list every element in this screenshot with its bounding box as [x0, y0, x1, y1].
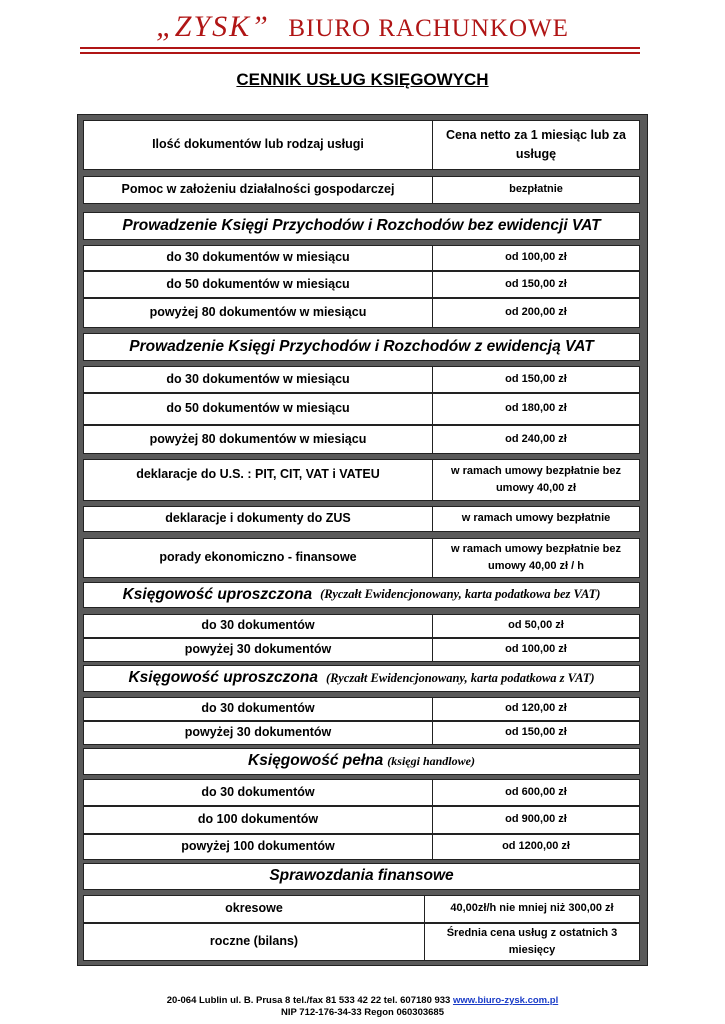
table-header-row [83, 120, 640, 170]
row-service: deklaracje do U.S. : PIT, CIT, VAT i VATEU [136, 467, 380, 481]
row-service: powyżej 30 dokumentów [184, 642, 332, 657]
table-row [83, 393, 640, 425]
row-price: od 180,00 zł [432, 394, 639, 424]
section-note: (księgi handlowe) [387, 754, 475, 769]
row-price: od 240,00 zł [432, 426, 639, 453]
brand-quote: „ZYSK” [156, 10, 270, 43]
row-price: w ramach umowy bezpłatnie bez umowy 40,00 zł [432, 460, 639, 500]
footer-address: 20-064 Lublin ul. B. Prusa 8 tel./fax 81 533 42 22 tel. 607180 933 [166, 995, 453, 1006]
row-service: do 100 dokumentów [197, 812, 319, 827]
table-row [83, 895, 640, 923]
row-price: od 100,00 zł [432, 246, 639, 270]
table-row [83, 721, 640, 745]
row-service: do 30 dokumentów [201, 784, 315, 799]
row-service: deklaracje i dokumenty do ZUS [165, 511, 351, 526]
row-service: do 30 dokumentów [201, 618, 315, 633]
section-header [83, 582, 640, 608]
row-price: od 150,00 zł [432, 272, 639, 297]
section-title: Księgowość pełna [248, 752, 384, 770]
row-price: od 1200,00 zł [432, 835, 639, 859]
header-service: Ilość dokumentów lub rodzaj usługi [152, 137, 364, 152]
row-price: od 120,00 zł [432, 698, 639, 720]
section-header [83, 333, 640, 361]
section-note: (Ryczałt Ewidencjonowany, karta podatkowa bez VAT) [320, 587, 601, 602]
row-service: do 50 dokumentów w miesiącu [166, 276, 350, 291]
letterhead-brand [0, 10, 725, 44]
table-row [83, 614, 640, 638]
section-title-group [84, 666, 639, 691]
footer-address-line [0, 995, 725, 1007]
table-row [83, 697, 640, 721]
row-price: 40,00zł/h nie mniej niż 300,00 zł [424, 896, 639, 922]
letterhead-divider-top [80, 47, 640, 49]
table-row [83, 538, 640, 578]
table-row [83, 638, 640, 662]
website-link[interactable]: www.biuro-zysk.com.pl [452, 995, 559, 1006]
row-service: powyżej 30 dokumentów [184, 725, 332, 740]
row-service: roczne (bilans) [209, 934, 299, 949]
table-row [83, 506, 640, 532]
row-price: od 50,00 zł [432, 615, 639, 637]
header-price: Cena netto za 1 miesiąc lub za usługę [432, 121, 639, 169]
section-note: (Ryczałt Ewidencjonowany, karta podatkowa z VAT) [325, 670, 595, 685]
row-price: od 150,00 zł [432, 367, 639, 392]
row-service: powyżej 80 dokumentów w miesiącu [149, 431, 367, 446]
letterhead-divider-bottom [80, 52, 640, 54]
row-price: w ramach umowy bezpłatnie bez umowy 40,00 zł / h [432, 539, 639, 577]
section-header [83, 748, 640, 775]
section-header [83, 212, 640, 240]
section-title: Prowadzenie Księgi Przychodów i Rozchodów z ewidencją VAT [129, 337, 594, 355]
row-price: od 200,00 zł [432, 299, 639, 327]
section-title-group [84, 749, 639, 774]
row-price: Średnia cena usług z ostatnich 3 miesięcy [424, 924, 639, 960]
row-service: okresowe [225, 901, 283, 916]
row-service: do 50 dokumentów w miesiącu [166, 401, 350, 416]
row-service: powyżej 100 dokumentów [181, 839, 335, 854]
table-row [83, 806, 640, 834]
table-row [83, 366, 640, 393]
section-title: Sprawozdania finansowe [269, 867, 454, 885]
table-row [83, 834, 640, 860]
row-price: od 600,00 zł [432, 780, 639, 805]
table-row [83, 425, 640, 454]
table-row [83, 271, 640, 298]
row-price: od 100,00 zł [432, 639, 639, 661]
page-footer [0, 995, 725, 1020]
section-title: Księgowość uproszczona [128, 669, 318, 687]
table-row [83, 459, 640, 501]
row-price: od 150,00 zł [432, 722, 639, 744]
table-row [83, 245, 640, 271]
table-row [83, 923, 640, 961]
row-service: Pomoc w założeniu działalności gospodarczej [121, 182, 395, 197]
table-row [83, 176, 640, 204]
row-price: bezpłatnie [432, 177, 639, 203]
section-header [83, 665, 640, 692]
row-service: do 30 dokumentów w miesiącu [166, 250, 350, 265]
row-service: do 30 dokumentów [201, 701, 315, 716]
row-price: w ramach umowy bezpłatnie [432, 507, 639, 531]
table-row [83, 779, 640, 806]
row-service: porady ekonomiczno - finansowe [159, 550, 357, 565]
page-title: CENNIK USŁUG KSIĘGOWYCH [236, 70, 489, 89]
footer-registry: NIP 712-176-34-33 Regon 060303685 [280, 1007, 444, 1019]
section-title: Księgowość uproszczona [122, 586, 313, 603]
section-title: Prowadzenie Księgi Przychodów i Rozchodów bez ewidencji VAT [122, 216, 601, 234]
brand-name: BIURO RACHUNKOWE [288, 15, 569, 42]
section-title-group [84, 583, 639, 607]
table-row [83, 298, 640, 328]
row-service: do 30 dokumentów w miesiącu [166, 371, 350, 386]
row-price: od 900,00 zł [432, 807, 639, 833]
row-service: powyżej 80 dokumentów w miesiącu [149, 305, 367, 320]
section-header [83, 863, 640, 890]
